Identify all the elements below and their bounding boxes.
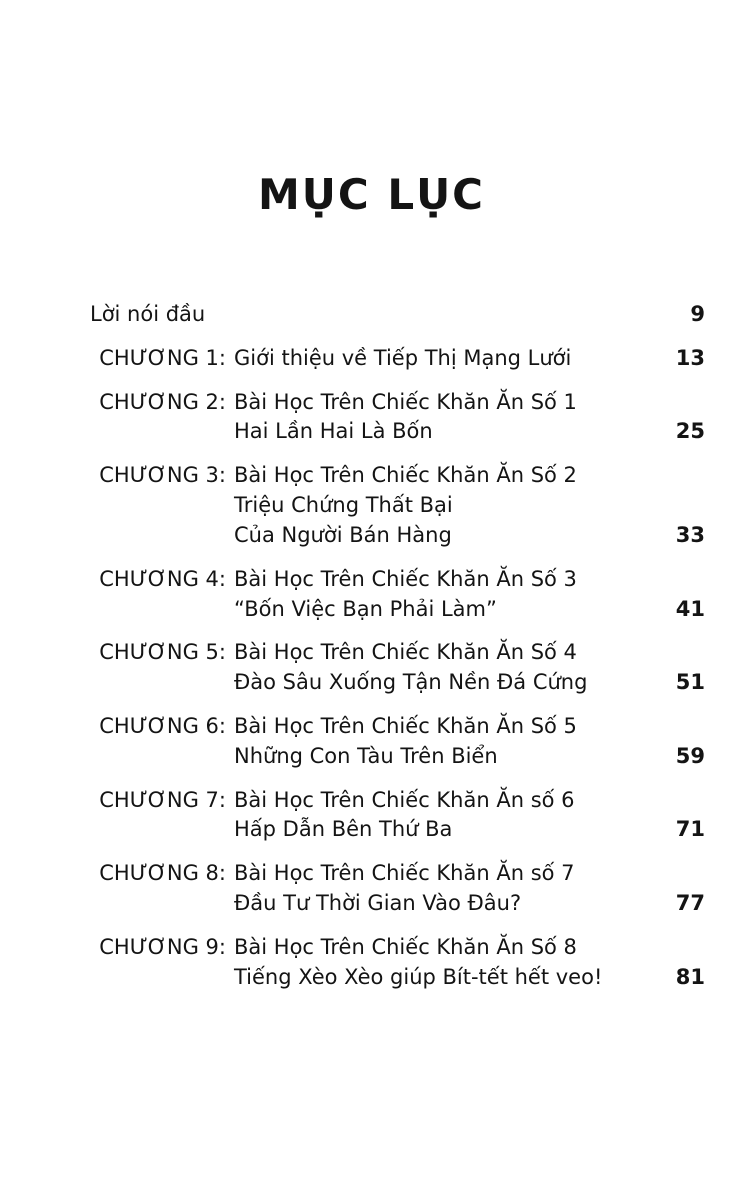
toc-entry-line	[0, 638, 743, 668]
chapter-label: CHƯƠNG 6:	[99, 713, 226, 738]
toc-entry[interactable]	[0, 859, 743, 919]
toc-entry-line	[0, 300, 743, 330]
chapter-label: CHƯƠNG 9:	[99, 934, 226, 959]
toc-entry-line	[0, 668, 743, 698]
entry-title: Của Người Bán Hàng	[234, 522, 452, 547]
toc-entry-line	[0, 963, 743, 993]
entry-title: Bài Học Trên Chiếc Khăn Ăn Số 8	[234, 934, 577, 959]
toc-entry-line	[0, 521, 743, 551]
entry-title: Bài Học Trên Chiếc Khăn Ăn Số 5	[234, 713, 577, 738]
toc-entry-line	[0, 712, 743, 742]
entry-title: Giới thiệu về Tiếp Thị Mạng Lưới	[234, 345, 572, 370]
toc-entry[interactable]	[0, 344, 743, 374]
entry-page-number: 41	[675, 596, 705, 621]
chapter-label: CHƯƠNG 7:	[99, 787, 226, 812]
chapter-label: CHƯƠNG 8:	[99, 861, 226, 886]
toc-entry-line	[0, 815, 743, 845]
entry-title: Những Con Tàu Trên Biển	[234, 743, 498, 768]
entry-page-number: 51	[675, 670, 705, 695]
toc-entry-line	[0, 595, 743, 625]
toc-entry-line	[0, 417, 743, 447]
toc-entry[interactable]	[0, 786, 743, 846]
toc-entry[interactable]	[0, 461, 743, 550]
entry-page-number: 77	[675, 891, 705, 915]
entry-title: Bài Học Trên Chiếc Khăn Ăn Số 3	[234, 566, 577, 591]
entry-title: Bài Học Trên Chiếc Khăn Ăn số 7	[234, 861, 575, 886]
chapter-label: CHƯƠNG 1:	[99, 345, 226, 370]
entry-title: Triệu Chứng Thất Bại	[234, 493, 453, 518]
chapter-label: CHƯƠNG 4:	[99, 566, 226, 591]
entry-page-number: 59	[675, 743, 705, 768]
toc-entry[interactable]	[0, 565, 743, 625]
toc-entry-line	[0, 889, 743, 919]
toc-entry-line	[0, 388, 743, 418]
toc-entry-line	[0, 491, 743, 521]
chapter-label: CHƯƠNG 3:	[99, 463, 226, 488]
entry-page-number: 9	[690, 302, 705, 326]
entry-title: Đào Sâu Xuống Tận Nền Đá Cứng	[234, 670, 588, 695]
entry-title: Bài Học Trên Chiếc Khăn Ăn Số 1	[234, 389, 577, 414]
chapter-label: CHƯƠNG 5:	[99, 640, 226, 665]
toc-entry-line	[0, 742, 743, 772]
entry-page-number: 13	[675, 345, 705, 370]
toc-entry-line	[0, 461, 743, 491]
entry-title: Đầu Tư Thời Gian Vào Đâu?	[234, 891, 522, 915]
chapter-label: CHƯƠNG 2:	[99, 389, 226, 414]
toc-entry[interactable]	[0, 933, 743, 993]
entry-page-number: 71	[675, 817, 705, 842]
toc-entry[interactable]	[0, 638, 743, 698]
page-title: MỤC LỤC	[257, 170, 486, 219]
entry-title: Tiếng Xèo Xèo giúp Bít-tết hết veo!	[234, 964, 603, 989]
toc-entry-line	[0, 786, 743, 816]
toc-entry-line	[0, 344, 743, 374]
entry-title: “Bốn Việc Bạn Phải Làm”	[234, 596, 497, 621]
toc-entry[interactable]	[0, 300, 743, 330]
toc-list	[0, 300, 743, 1006]
entry-title: Hai Lần Hai Là Bốn	[234, 419, 433, 444]
entry-title: Bài Học Trên Chiếc Khăn Ăn Số 2	[234, 463, 577, 488]
entry-title: Bài Học Trên Chiếc Khăn Ăn Số 4	[234, 640, 577, 665]
toc-entry-line	[0, 933, 743, 963]
entry-title: Bài Học Trên Chiếc Khăn Ăn số 6	[234, 787, 575, 812]
entry-page-number: 33	[675, 522, 705, 547]
toc-entry-line	[0, 565, 743, 595]
entry-title: Lời nói đầu	[90, 302, 206, 326]
toc-entry[interactable]	[0, 712, 743, 772]
entry-title: Hấp Dẫn Bên Thứ Ba	[234, 817, 453, 842]
entry-page-number: 25	[675, 419, 705, 444]
entry-page-number: 81	[675, 964, 705, 989]
toc-entry[interactable]	[0, 388, 743, 448]
toc-entry-line	[0, 859, 743, 889]
